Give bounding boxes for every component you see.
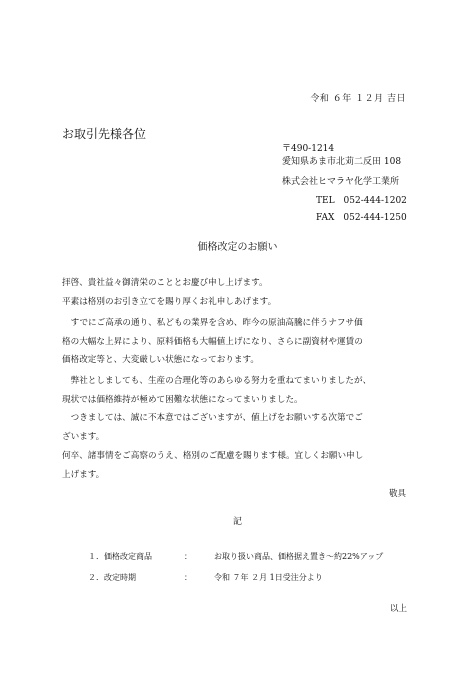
body-line: 格の大幅な上昇により、原料価格も大幅値上げになり、さらに副資材や運賃の — [62, 337, 363, 347]
body-line: 現状では価格維持が極めて困難な状態になってまいりました。 — [62, 395, 303, 405]
sender-tel: TEL 052-444-1202 — [316, 196, 407, 206]
letter-date: 令和 ６年 １２月 吉日 — [310, 94, 406, 104]
item-colon: ： — [184, 552, 192, 561]
sender-company: 株式会社ヒマラヤ化学工業所 — [282, 177, 400, 187]
item-label: １．価格改定商品 — [88, 552, 152, 561]
list-item — [88, 551, 428, 563]
body-line: ざいます。 — [62, 432, 105, 442]
document-title: 価格改定のお願い — [197, 242, 278, 253]
sender-address: 愛知県あま市北苅二反田 108 — [282, 157, 402, 167]
body-line: 弊社としましても、生産の合理化等のあらゆる努力を重ねてまいりましたが、 — [62, 376, 372, 386]
body-line: 平素は格別のお引き立てを賜り厚くお礼申しあげます。 — [62, 297, 277, 307]
body-line: つきましては、誠に不本意ではございますが、値上げをお願いする次第でご — [62, 413, 363, 423]
body-line: 価格改定等と、大変厳しい状態になっております。 — [62, 355, 259, 365]
item-value: 令和 ７年 ２月 1日受注分より — [214, 573, 323, 582]
body-line: 拝啓、貴社益々御清栄のこととお慶び申し上げます。 — [62, 278, 268, 288]
closing-keigu: 敬具 — [388, 489, 406, 499]
body-line: 何卒、諸事情をご高察のうえ、格別のご配慮を賜ります様。宜しくお願い申し — [62, 451, 364, 461]
recipient-line: お取引先様各位 — [62, 127, 147, 141]
body-line: すでにご高承の通り、私どもの業界を含め、昨今の原油高騰に伴うナフサ価 — [62, 318, 363, 328]
body-line: 上げます。 — [62, 470, 105, 480]
sender-fax: FAX 052-444-1250 — [316, 213, 407, 223]
item-value: お取り扱い商品、価格据え置き～約22%アップ — [214, 552, 384, 561]
item-colon: ： — [184, 573, 192, 582]
list-item — [88, 572, 428, 584]
ki-heading: 記 — [232, 517, 242, 527]
sender-postal-code: 〒490-1214 — [282, 144, 335, 154]
closing-ijou: 以上 — [389, 604, 407, 614]
item-label: ２．改定時期 — [88, 573, 136, 582]
